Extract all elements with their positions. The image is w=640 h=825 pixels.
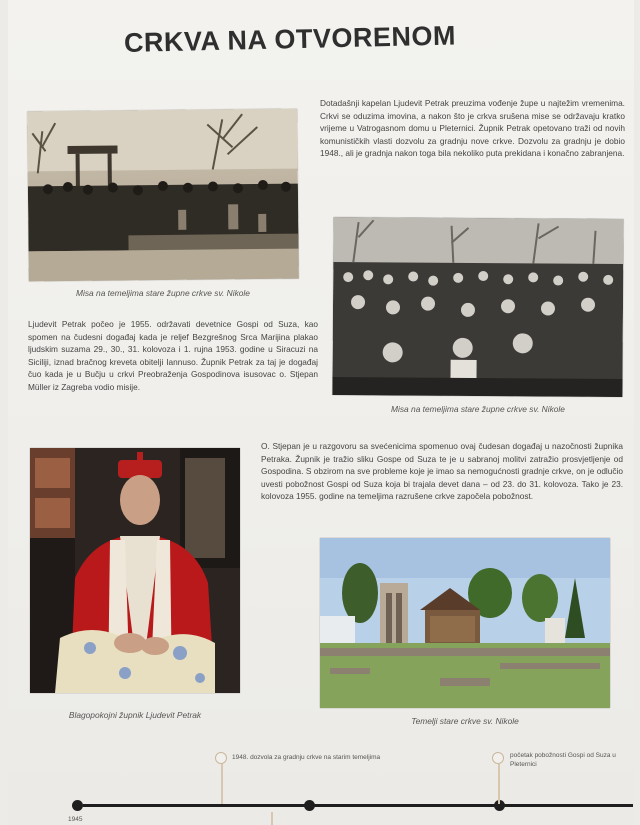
- caption-photo-3: Blagopokojni župnik Ljudevit Petrak: [68, 710, 202, 720]
- poster: [8, 0, 634, 825]
- timeline-marker-1948: [215, 752, 227, 764]
- timeline-event-devotion: početak pobožnosti Gospi od Suza u Pleternici: [510, 752, 616, 768]
- photo-mass-crowd-1: [27, 109, 299, 282]
- photo-church-foundations: [320, 538, 610, 708]
- timeline-event-1948: 1948. dozvola za gradnju crkve na starim temeljima: [232, 754, 381, 761]
- caption-photo-1: Misa na temeljima stare župne crkve sv. Nikole: [76, 288, 250, 298]
- timeline-stem-1948: [221, 764, 223, 804]
- timeline-year-start: 1945: [68, 816, 83, 823]
- timeline-dot-1945: [72, 800, 83, 811]
- paragraph-3: O. Stjepan je u razgovoru sa svećenicima spomenuo ovaj čudesan događaj u nazočnosti župnika Petraka. Župnik je tražio sliku Gospe od Suza te je u sabranoj molitvi zatražio prosvjetljenje od Gospodina. S obzirom na sve probleme koje je imao sa nemogućnosti gradnje crkve, on je odlučio uvesti pobožnost Gospi od Suza koja bi trajala devet dana – od 23. do 31. kolovoza. Tako je 23. kolovoza 1955. godine na temeljima razrušene crkve započela pobožnost.: [261, 441, 623, 502]
- timeline-dot-middle: [304, 800, 315, 811]
- page-title: CRKVA NA OTVORENOM: [123, 20, 457, 58]
- photo-priest-portrait: [30, 448, 240, 693]
- timeline-line: [83, 804, 633, 807]
- timeline-marker-devotion: [492, 752, 504, 764]
- caption-photo-4: Temelji stare crkve sv. Nikole: [411, 716, 519, 726]
- paragraph-2: Ljudevit Petrak počeo je 1955. održavati devetnice Gospi od Suza, kao spomen na čudesni događaj kada je reljef Bezgrešnog Srca Marijina plakao ljudskim suzama 29., 30., 31. kolovoza i 1. rujna 1953. godine u Siracuzi na Siciliji, iznad bračnog kreveta obitelji Iannuso. Župnik Petrak za taj je događaj čuo kada je u Bučju u crkvi Preobraženja Gospodinova isusovac o. Stjepan Müller iz Zagreba vodio misije.: [28, 319, 318, 392]
- timeline-stem-devotion: [498, 764, 500, 804]
- caption-photo-2: Misa na temeljima stare župne crkve sv. Nikole: [391, 404, 565, 414]
- photo-mass-crowd-2: [332, 217, 623, 397]
- paragraph-1: Dotadašnji kapelan Ljudevit Petrak preuzima vođenje župe u najtežim vremenima. Crkvi se oduzima imovina, a nakon što je crkva srušena mise se održavaju kratko vrijeme u Vatrogasnom domu u Pleternici. Župnik Petrak opetovano traži od novih komunističkih vlasti dozvolu za gradnju nove crkve. Dozvolu za gradnju je dobio 1948., ali je gradnja nakon toga bila nekoliko puta prekidana i konačno zabranjena.: [320, 98, 625, 159]
- timeline-stem-bottom: [271, 812, 273, 825]
